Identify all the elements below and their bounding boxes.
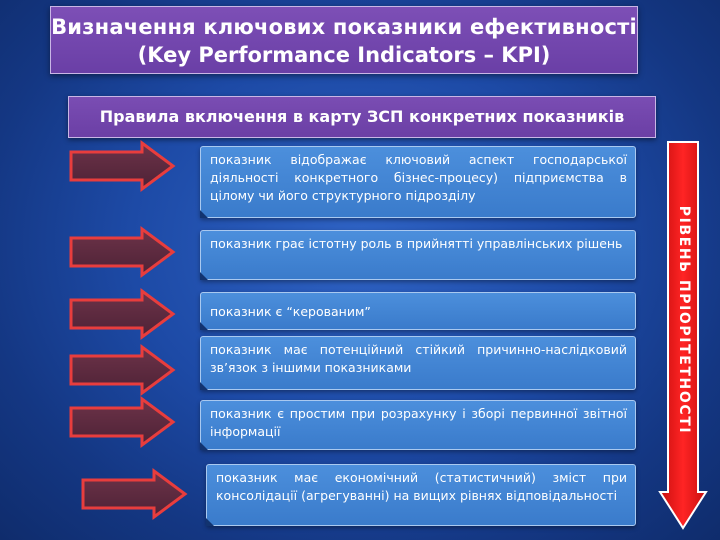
rule-card-6 xyxy=(206,464,636,526)
rule-text: показник є “керованим” xyxy=(210,304,371,319)
page-fold xyxy=(200,210,208,218)
arrow-right-icon xyxy=(68,396,176,448)
arrow-right-icon xyxy=(68,140,176,192)
rule-card-2 xyxy=(200,230,636,280)
page-fold xyxy=(200,382,208,390)
priority-label: РІВЕНЬ ПРІОРІТЕТНОСТІ xyxy=(676,205,692,435)
page-fold xyxy=(200,442,208,450)
rule-text: показник грає істотну роль в прийнятті управлінських рішень xyxy=(210,236,623,251)
rule-card-1 xyxy=(200,146,636,218)
page-fold xyxy=(200,272,208,280)
page-fold xyxy=(206,518,214,526)
title-banner xyxy=(50,6,638,74)
rule-card-3 xyxy=(200,292,636,330)
rule-card-5 xyxy=(200,400,636,450)
title-line-2: (Key Performance Indicators – KPI) xyxy=(137,43,551,67)
rule-text: показник має потенційний стійкий причинно-наслідковий зв’язок з іншими показниками xyxy=(210,342,627,375)
arrow-right-icon xyxy=(68,344,176,396)
title-line-1: Визначення ключових показники ефективності xyxy=(51,15,637,39)
rule-card-4 xyxy=(200,336,636,390)
arrow-right-icon xyxy=(68,288,176,340)
page-fold xyxy=(200,322,208,330)
arrow-right-icon xyxy=(68,226,176,278)
rule-text: показник має економічний (статистичний) зміст при консолідації (агрегуванні) на вищих рівнях відповідальності xyxy=(216,470,627,503)
rule-text: показник є простим при розрахунку і зборі первинної звітної інформації xyxy=(210,406,627,439)
subtitle-banner: Правила включення в карту ЗСП конкретних показників xyxy=(68,96,656,138)
rule-text: показник відображає ключовий аспект господарської діяльності конкретного бізнес-процесу) підприємства в цілому чи його структурного підрозділу xyxy=(210,152,627,203)
arrow-right-icon xyxy=(80,468,188,520)
